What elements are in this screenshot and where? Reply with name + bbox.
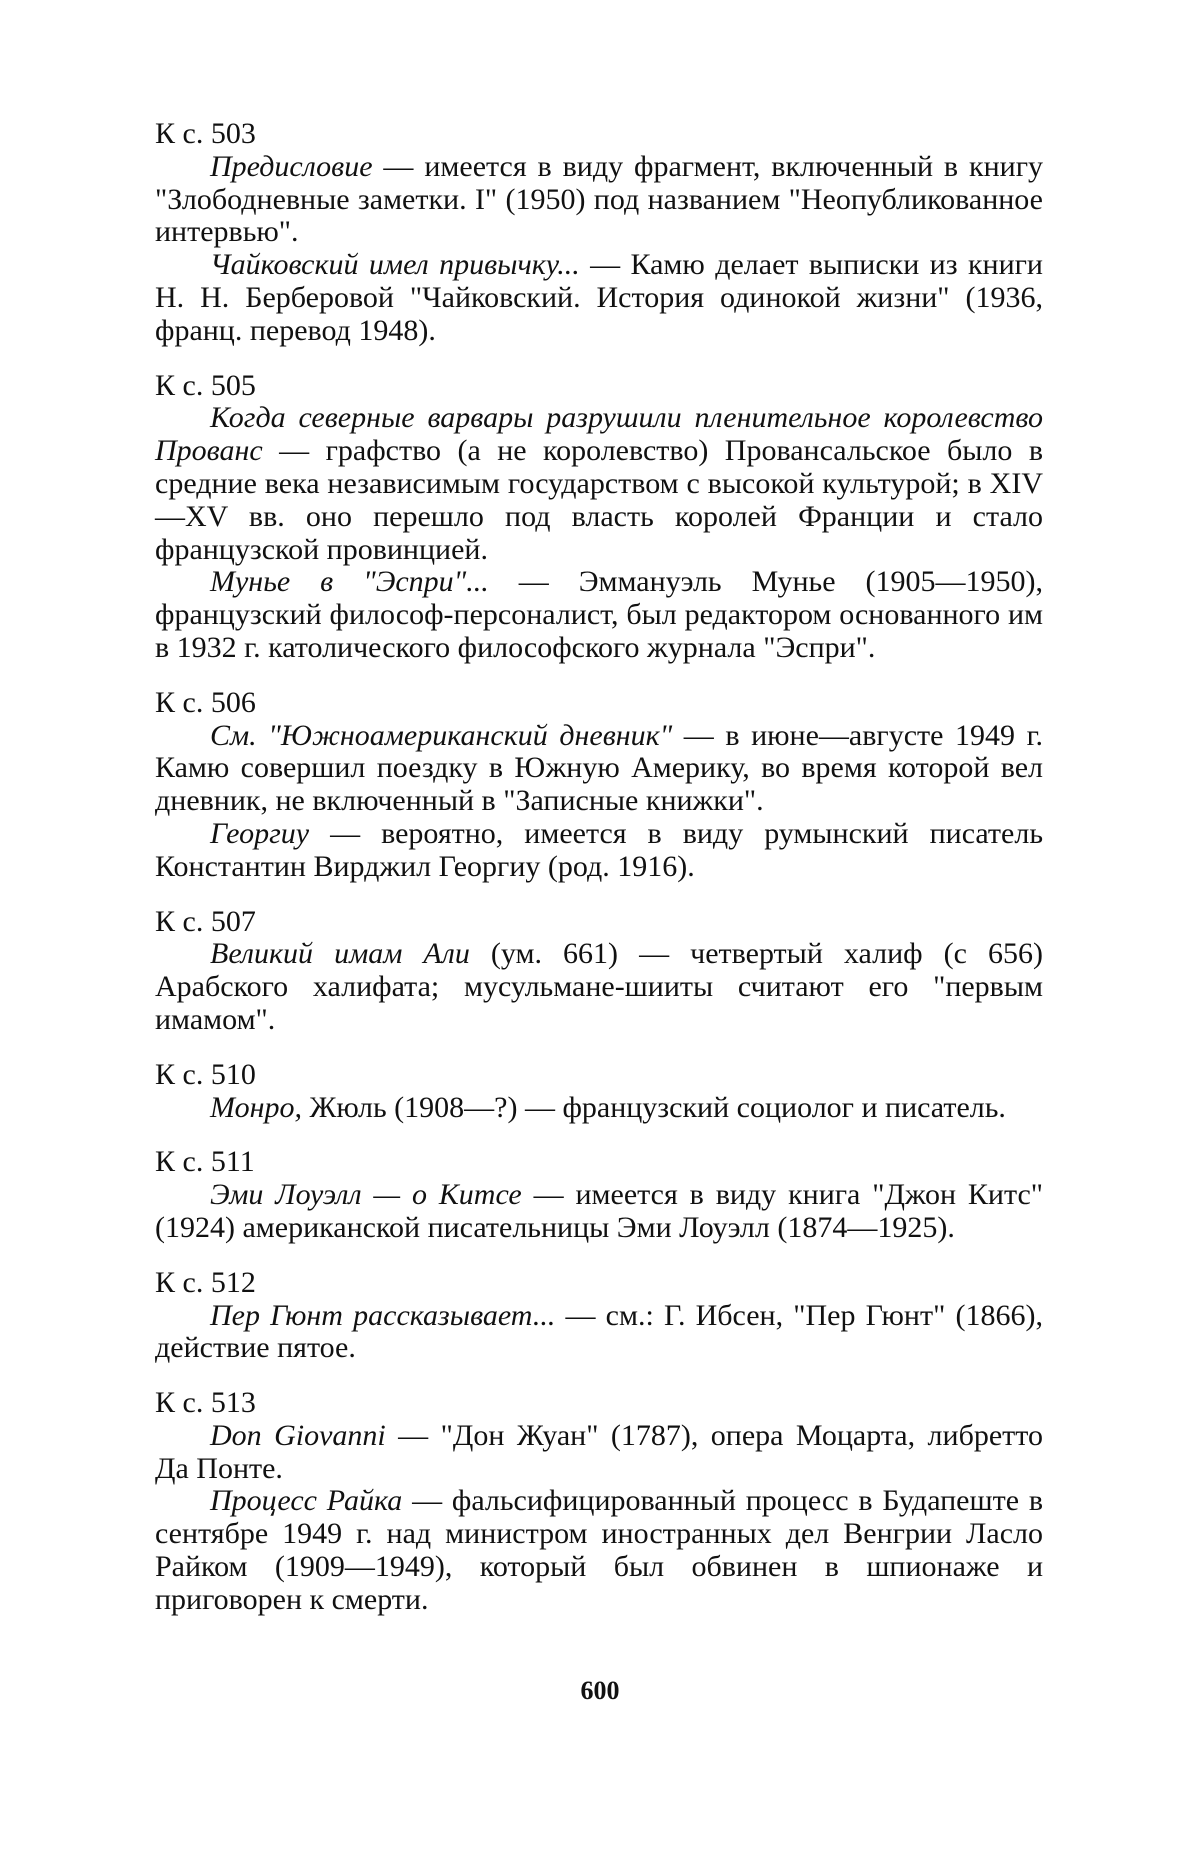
note-entry	[155, 1179, 1043, 1245]
note-text: — графство (а не королевство) Провансальское было в средние века независимым государством с высокой культурой; в XIV—XV вв. оно перешло под власть королей Франции и стало французской провинцией.	[155, 434, 1043, 566]
note-term: Монро,	[210, 1090, 302, 1124]
note-entry	[155, 1092, 1043, 1125]
note-section-511	[155, 1146, 1043, 1244]
note-entry	[155, 249, 1043, 347]
note-entry	[155, 1300, 1043, 1366]
section-heading: К с. 511	[155, 1145, 255, 1179]
note-term: См. "Южноамериканский дневник"	[210, 718, 673, 752]
note-entry	[155, 1485, 1043, 1616]
note-term: Don Giovanni	[210, 1418, 386, 1452]
note-text: — имеется в виду фрагмент, включенный в книгу "Злободневные заметки. I" (1950) под названием "Неопубликованное интервью".	[155, 149, 1043, 249]
note-entry	[155, 151, 1043, 249]
note-term: Пер Гюнт рассказывает...	[210, 1298, 556, 1332]
section-heading: К с. 503	[155, 117, 256, 150]
note-section-506	[155, 687, 1043, 884]
note-term: Процесс Райка	[210, 1484, 403, 1518]
note-section-505	[155, 370, 1043, 665]
note-entry	[155, 938, 1043, 1036]
note-section-510	[155, 1059, 1043, 1125]
section-heading: К с. 510	[155, 1057, 256, 1091]
note-entry	[155, 1420, 1043, 1486]
note-text: — в июне—августе 1949 г. Камю совершил поездку в Южную Америку, во время которой вел дневник, не включенный в "Записные книжки".	[155, 718, 1043, 818]
note-term: Великий имам Али	[210, 937, 470, 971]
page-number: 600	[580, 1676, 620, 1705]
note-section-512	[155, 1267, 1043, 1365]
note-entry	[155, 818, 1043, 884]
note-term: Георгиу	[210, 816, 310, 850]
note-term: Когда северные варвары разрушили пленительное королевство Прованс	[155, 401, 1043, 468]
section-heading: К с. 505	[155, 368, 256, 402]
note-text: — имеется в виду книга "Джон Китс" (1924) американской писательницы Эми Лоуэлл (1874—1925).	[155, 1178, 1043, 1244]
note-term: Чайковский имел привычку...	[210, 248, 580, 282]
note-section-513	[155, 1387, 1043, 1617]
note-text: — вероятно, имеется в виду румынский писатель Константин Вирджил Георгиу (род. 1916).	[155, 816, 1043, 883]
note-entry	[155, 720, 1043, 818]
section-heading: К с. 513	[155, 1386, 256, 1420]
commentary-page	[155, 118, 1043, 1639]
note-entry	[155, 402, 1043, 566]
note-text: — см.: Г. Ибсен, "Пер Гюнт" (1866), действие пятое.	[155, 1298, 1043, 1365]
note-text: — "Дон Жуан" (1787), опера Моцарта, либретто Да Понте.	[155, 1418, 1043, 1485]
note-text: — Камю делает выписки из книги Н. Н. Берберовой "Чайковский. История одинокой жизни" (1936, франц. перевод 1948).	[155, 248, 1043, 347]
section-heading: К с. 506	[155, 685, 256, 719]
note-term: Мунье в "Эспри"...	[210, 565, 489, 599]
note-term: Эми Лоуэлл — о Китсе	[210, 1178, 522, 1212]
note-term: Предисловие	[210, 149, 373, 183]
note-text: Жюль (1908—?) — французский социолог и писатель.	[301, 1090, 1006, 1124]
note-text: (ум. 661) — четвертый халиф (с 656) Арабского халифата; мусульмане-шииты считают его "первым имамом".	[155, 937, 1043, 1036]
note-section-507	[155, 906, 1043, 1037]
section-heading: К с. 512	[155, 1265, 256, 1299]
note-section-503	[155, 118, 1043, 348]
section-heading: К с. 507	[155, 904, 256, 938]
note-text: — Эммануэль Мунье (1905—1950), французский философ-персоналист, был редактором основанного им в 1932 г. католического философского журнала "Эспри".	[155, 565, 1043, 664]
note-text: — фальсифицированный процесс в Будапеште в сентябре 1949 г. над министром иностранных дел Венгрии Ласло Райком (1909—1949), который был обвинен в шпионаже и приговорен к смерти.	[155, 1484, 1043, 1616]
note-entry	[155, 566, 1043, 664]
